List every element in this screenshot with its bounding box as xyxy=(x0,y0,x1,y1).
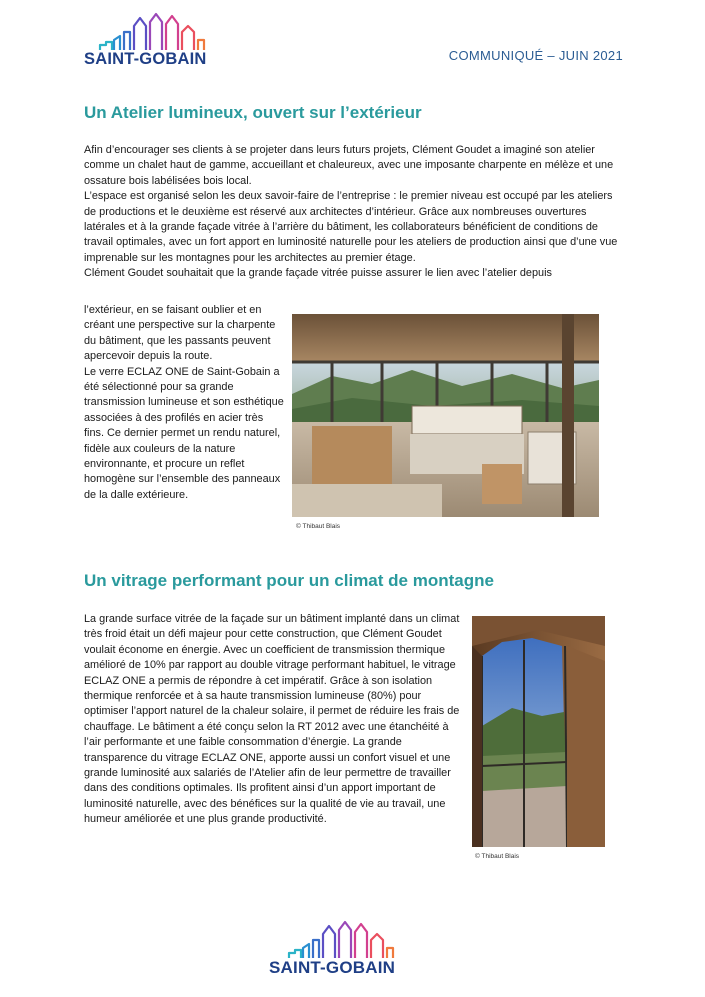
logo-wordmark: SAINT-GOBAIN xyxy=(269,958,396,977)
release-date: COMMUNIQUÉ – JUIN 2021 xyxy=(448,48,623,63)
paragraph: Le verre ECLAZ ONE de Saint-Gobain a été sélectionné pour sa grande transmission lumineuse et son esthétique associées à des profilés en acier très fins. Ce dernier permet un rendu naturel, fidèle aux couleurs de la nature environnante, et procure un reflet homogène sur l’ensemble des panneaux de la dalle extérieure. xyxy=(84,365,284,501)
section-body xyxy=(84,143,624,282)
section-heading: Un Atelier lumineux, ouvert sur l’extérieur xyxy=(84,103,422,122)
paragraph: Clément Goudet souhaitait que la grande façade vitrée puisse assurer le lien avec l’atelier depuis xyxy=(84,267,552,280)
saint-gobain-skyline-icon xyxy=(287,920,397,960)
section-body xyxy=(84,612,460,828)
section-body-column xyxy=(84,303,284,503)
photo-credit: © Thibaut Blais xyxy=(296,523,341,530)
workshop-interior-photo xyxy=(292,314,599,517)
saint-gobain-logo xyxy=(269,920,419,978)
paragraph: l’extérieur, en se faisant oublier et en créant une perspective sur la charpente du bâtiment, que les passants peuvent apercevoir depuis la route. xyxy=(84,304,276,363)
logo-wordmark: SAINT-GOBAIN xyxy=(84,50,207,68)
photo-credit: © Thibaut Blais xyxy=(475,853,520,860)
paragraph: L’espace est organisé selon les deux savoir-faire de l’entreprise : le premier niveau est occupé par les ateliers de productions et le deuxième est réservé aux architectes d’intérieur. Grâce aux nombreuses ouvertures latérales et à la grande façade vitrée à l’arrière du bâtiment, les collaborateurs bénéficient de conditions de travail optimales, avec un fort apport en luminosité naturelle pour les ateliers de production ainsi que d’une vue imprenable sur les montagnes pour les architectes au premier étage. xyxy=(84,190,618,264)
section-heading: Un vitrage performant pour un climat de montagne xyxy=(84,571,494,590)
saint-gobain-skyline-icon xyxy=(98,12,208,52)
paragraph: La grande surface vitrée de la façade sur un bâtiment implanté dans un climat très froid était un défi majeur pour cette construction, que Clément Goudet voulait économe en énergie. Avec un coefficient de transmission thermique amélioré de 10% par rapport au double vitrage performant habituel, le vitrage ECLAZ ONE a permis de répondre à cet impératif. Grâce à son isolation thermique renforcée et à sa haute transmission lumineuse (80%) pour optimiser l’apport naturel de la chaleur solaire, il permet de réduire les frais de chauffage. Le bâtiment a été conçu selon la RT 2012 avec une étanchéité à l’air performante et une faible consommation d’énergie. La grande transparence du vitrage ECLAZ ONE, apporte aussi un confort visuel et une grande luminosité aux salariés de l’Atelier afin de leur permettre de travailler dans des conditions optimales. Ils profitent ainsi d’un apport important de luminosité naturelle, avec des bénéfices sur la qualité de vie au travail, une humeur améliorée et une plus grande productivité. xyxy=(84,613,460,826)
paragraph: Afin d’encourager ses clients à se projeter dans leurs futurs projets, Clément Goudet a imaginé son atelier comme un chalet haut de gamme, accueillant et chaleureux, avec une imposante charpente en mélèze et une ossature bois labélisées bois local. xyxy=(84,144,614,187)
glazed-facade-photo xyxy=(472,616,605,847)
saint-gobain-logo xyxy=(84,12,224,69)
